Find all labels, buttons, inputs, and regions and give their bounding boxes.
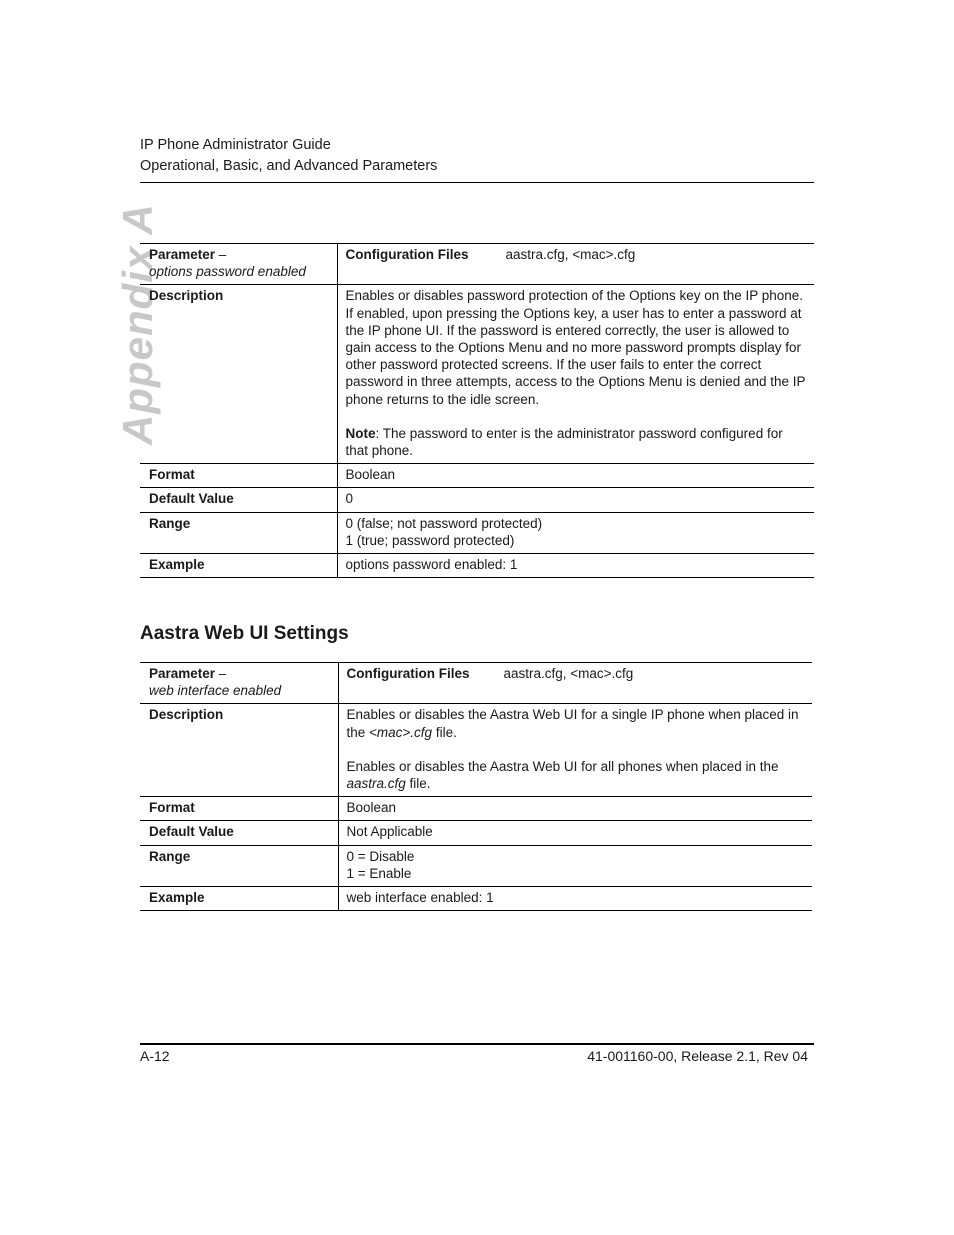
table-row-example	[140, 554, 814, 578]
format-value: Boolean	[337, 464, 814, 488]
config-files-value: aastra.cfg, <mac>.cfg	[505, 247, 636, 262]
description-text: Enables or disables the Aastra Web UI for all phones when placed in the	[346, 758, 779, 774]
default-value: Not Applicable	[338, 821, 812, 845]
table-row-format	[140, 797, 812, 821]
range-label: Range	[140, 512, 337, 553]
description-text: file.	[405, 776, 431, 792]
description-cell	[338, 704, 812, 797]
table-row-default-value	[140, 488, 814, 512]
table-row-format	[140, 464, 814, 488]
description-text: Enables or disables the Aastra Web UI for a single IP phone when placed in the	[346, 707, 799, 740]
description-note	[346, 425, 807, 459]
param-table-options-password	[140, 243, 814, 578]
config-files-value: aastra.cfg, <mac>.cfg	[503, 666, 634, 681]
example-label: Example	[140, 554, 337, 578]
footer-rule	[140, 1043, 814, 1045]
parameter-label-cell	[140, 244, 337, 285]
description-text: Enables or disables password protection of the Options key on the IP phone. If enabled, upon pressing the Options key, a user has to enter a password at the IP phone UI. If the password is entered correctly, the user is allowed to gain access to the Options Menu and no more password prompts display for other password protected screens. If the user fails to enter the correct password in three attempts, access to the Options Menu is denied and the IP phone returns to the idle screen.	[345, 288, 806, 407]
note-text: : The password to enter is the administrator password configured for that phone.	[345, 425, 783, 459]
parameter-dash: –	[215, 247, 227, 262]
description-filename: aastra.cfg	[346, 776, 406, 792]
format-label: Format	[140, 797, 338, 821]
config-files-cell	[338, 663, 812, 704]
parameter-name: web interface enabled	[149, 683, 282, 699]
header-rule	[140, 182, 814, 183]
parameter-label: Parameter	[149, 666, 216, 681]
range-line-1: 0 (false; not password protected)	[345, 515, 543, 531]
document-id: 41-001160-00, Release 2.1, Rev 04	[587, 1048, 808, 1064]
range-line-2: 1 = Enable	[346, 865, 412, 881]
table-row-description	[140, 285, 814, 464]
table-row-range	[140, 845, 812, 886]
config-files-cell	[337, 244, 814, 285]
range-line-1: 0 = Disable	[346, 848, 415, 864]
example-label: Example	[140, 887, 338, 911]
description-cell	[337, 285, 814, 464]
example-value: web interface enabled: 1	[338, 887, 812, 911]
config-files-label: Configuration Files	[345, 247, 469, 262]
description-paragraph-1	[347, 706, 805, 740]
format-label: Format	[140, 464, 337, 488]
parameter-label-cell	[140, 663, 338, 704]
param-table-web-interface	[140, 662, 812, 911]
appendix-watermark: Appendix A	[114, 203, 161, 445]
table-row-description	[140, 704, 812, 797]
parameter-dash: –	[215, 666, 227, 681]
table-row-example	[140, 887, 812, 911]
page-number: A-12	[140, 1048, 170, 1064]
description-filename: <mac>.cfg	[369, 724, 433, 740]
parameter-label: Parameter	[149, 247, 216, 262]
table-row-parameter	[140, 663, 812, 704]
section-title: Aastra Web UI Settings	[140, 623, 349, 644]
table-row-default-value	[140, 821, 812, 845]
header-title: IP Phone Administrator Guide	[140, 137, 331, 153]
range-cell	[338, 845, 812, 886]
table-row-parameter	[140, 244, 814, 285]
default-value-label: Default Value	[140, 821, 338, 845]
range-label: Range	[140, 845, 338, 886]
range-line-2: 1 (true; password protected)	[345, 532, 515, 548]
format-value: Boolean	[338, 797, 812, 821]
example-value: options password enabled: 1	[337, 554, 814, 578]
range-cell	[337, 512, 814, 553]
table-row-range	[140, 512, 814, 553]
header-subtitle: Operational, Basic, and Advanced Parameters	[140, 158, 438, 174]
default-value-label: Default Value	[140, 488, 337, 512]
note-label: Note	[345, 425, 376, 441]
description-label: Description	[140, 704, 338, 797]
description-paragraph-2	[347, 758, 805, 792]
config-files-label: Configuration Files	[346, 666, 470, 681]
description-text: file.	[432, 724, 457, 740]
parameter-name: options password enabled	[149, 264, 306, 280]
default-value: 0	[337, 488, 814, 512]
description-label: Description	[140, 285, 337, 464]
